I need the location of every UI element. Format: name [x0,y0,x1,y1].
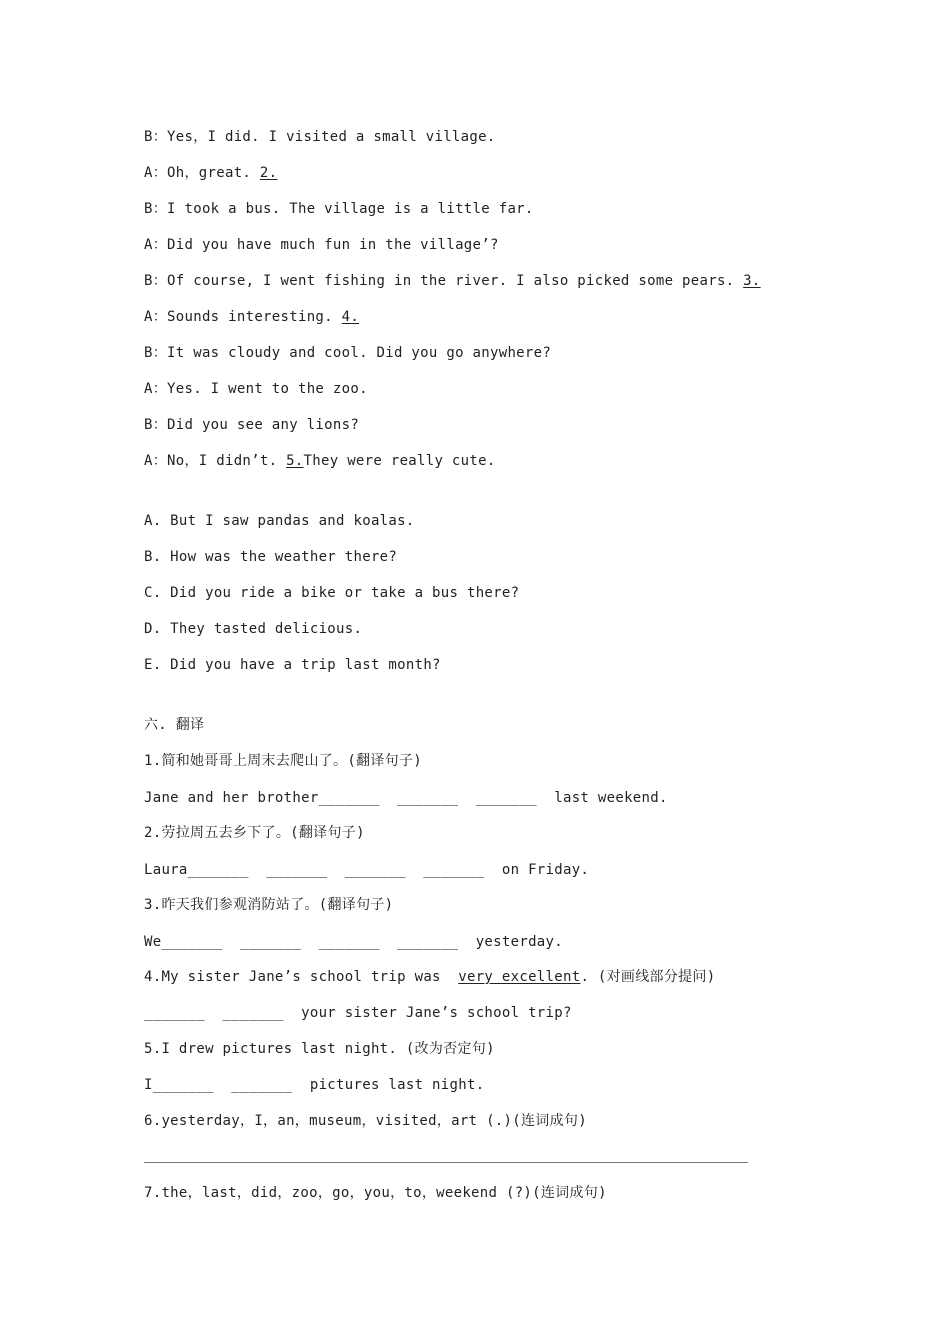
speaker: B： [144,345,168,361]
option-c: C. Did you ride a bike or take a bus there? [144,585,520,601]
underlined-phrase: very excellent [458,969,581,985]
dialogue-line-6 [144,308,359,326]
question-5-answer: I_______ _______ pictures last night. [144,1077,485,1093]
speaker: B： [144,129,168,145]
dialogue-line-5 [144,272,761,290]
question-4-answer: _______ _______ your sister Jane’s school trip? [144,1005,572,1021]
dialogue-text: Did you see any lions? [167,417,360,433]
answer-line [144,1162,748,1163]
dialogue-line-4 [144,236,499,254]
section-title: 六. 翻译 [144,717,205,733]
speaker: A： [144,237,168,253]
dialogue-line-1 [144,128,496,146]
dialogue-text: Of course, I went fishing in the river. I also picked some pears. [167,273,744,289]
question-3-answer: We_______ _______ _______ _______ yesterday. [144,934,563,950]
question-1-prompt: 1.简和她哥哥上周末去爬山了。(翻译句子) [144,753,423,769]
question-3-prompt: 3.昨天我们参观消防站了。(翻译句子) [144,897,394,913]
speaker: A： [144,453,168,469]
question-4-prompt [144,968,715,986]
blank-number: 2. [259,165,278,181]
question-1-answer: Jane and her brother_______ _______ _______ last weekend. [144,790,668,806]
dialogue-line-2 [144,164,277,182]
dialogue-text: I took a bus. The village is a little far. [167,201,534,217]
question-2-answer: Laura_______ _______ _______ _______ on Friday. [144,862,590,878]
option-d: D. They tasted delicious. [144,621,363,637]
question-7-prompt: 7.the，last，did，zoo，go，you，to，weekend (?)(连词成句) [144,1185,607,1201]
dialogue-line-3 [144,200,534,218]
dialogue-text-after: They were really cute. [303,453,496,469]
speaker: B： [144,417,168,433]
dialogue-text: Yes，I did. I visited a small village. [167,129,496,145]
blank-number: 3. [743,273,761,289]
dialogue-text: No，I didn’t. [167,453,287,469]
question-6-prompt: 6.yesterday，I，an，museum，visited，art (.)(连词成句) [144,1113,587,1129]
dialogue-text: Oh，great. [167,165,260,181]
dialogue-text: Did you have much fun in the village’? [167,237,499,253]
dialogue-text: It was cloudy and cool. Did you go anywhere? [167,345,552,361]
question-5-prompt: 5.I drew pictures last night. (改为否定句) [144,1041,495,1057]
speaker: A： [144,165,168,181]
dialogue-line-9 [144,416,359,434]
dialogue-line-10 [144,452,496,470]
dialogue-text: Yes. I went to the zoo. [167,381,368,397]
dialogue-text: Sounds interesting. [167,309,342,325]
speaker: B： [144,273,168,289]
option-a: A. But I saw pandas and koalas. [144,513,415,529]
speaker: B： [144,201,168,217]
speaker: A： [144,309,168,325]
speaker: A： [144,381,168,397]
option-b: B. How was the weather there? [144,549,398,565]
question-2-prompt: 2.劳拉周五去乡下了。(翻译句子) [144,825,365,841]
dialogue-line-7 [144,344,551,362]
dialogue-line-8 [144,380,368,398]
blank-number: 4. [341,309,360,325]
question-4-prompt-end: . (对画线部分提问) [580,969,716,985]
option-e: E. Did you have a trip last month? [144,657,441,673]
question-4-prompt-start: 4.My sister Jane’s school trip was [144,969,459,985]
blank-number: 5. [286,453,304,469]
